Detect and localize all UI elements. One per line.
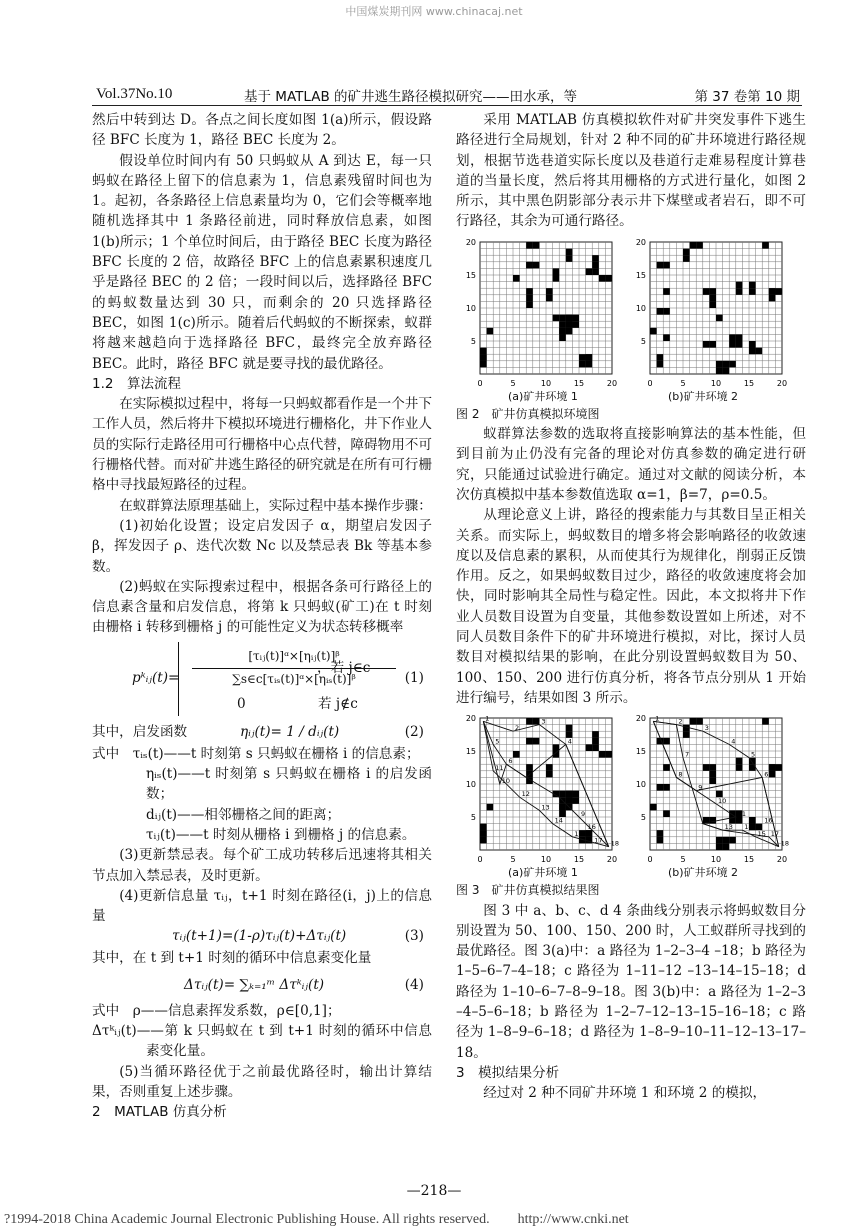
header-issue: 第 37 卷第 10 期: [694, 89, 800, 105]
obstacle-cell: [729, 341, 736, 348]
obstacle-cell: [663, 764, 670, 771]
obstacle-cell: [559, 328, 566, 335]
paragraph: 蚁群算法参数的选取将直接影响算法的基本性能，但到目前为止仍没有完备的理论对仿真参数的确定进行研究，只能通过试验进行确定。通过对文献的阅读分析，本次仿真模拟中基本参数值选取 α=1，β=7，ρ=0.5。: [456, 426, 806, 503]
obstacle-cell: [559, 804, 566, 811]
node-label: 3: [541, 717, 546, 726]
equation-3: [92, 926, 432, 948]
obstacle-cell: [683, 248, 690, 255]
obstacle-cell: [696, 242, 703, 249]
node-label: 11: [737, 810, 747, 819]
header-title: 基于 MATLAB 的矿井逃生路径模拟研究——田水承，等: [244, 89, 577, 105]
node-label: 12: [521, 790, 530, 799]
obstacle-cell: [513, 275, 520, 282]
x-tick-label: 5: [510, 378, 516, 386]
node-label: 7: [528, 770, 533, 779]
x-tick-label: 10: [710, 855, 722, 863]
obstacle-cell: [546, 288, 553, 295]
obstacle-cell: [599, 275, 606, 282]
y-tick-label: 20: [635, 714, 646, 724]
obstacle-cell: [480, 830, 487, 837]
obstacle-cell: [716, 367, 723, 374]
fig2-grid-env2: [628, 236, 798, 386]
x-tick-label: 20: [606, 855, 618, 863]
step-1: (1)初始化设置；设定启发因子 α，期望启发因子 β，挥发因子 ρ、迭代次数 Nc 以及禁忌表 Bk 等基本参数。: [92, 517, 432, 575]
eq2-lead: 其中，启发函数: [92, 723, 188, 740]
node-label: 11: [495, 764, 504, 773]
y-tick-label: 10: [635, 303, 646, 313]
y-tick-label: 10: [465, 303, 476, 313]
node-label: 13: [541, 803, 550, 812]
step-2: (2)蚂蚁在实际搜索过程中，根据各条可行路径上的信息素含量和启发信息，将第 k 只蚂蚁(矿工)在 t 时刻由栅格 i 转移到栅格 j 的可能性定义为状态转移概率: [92, 578, 432, 636]
obstacle-cell: [690, 242, 697, 249]
obstacle-cell: [559, 314, 566, 321]
obstacle-cell: [533, 738, 540, 745]
y-tick-label: 20: [465, 714, 476, 724]
y-tick-label: 10: [635, 780, 646, 790]
y-tick-label: 15: [465, 270, 476, 280]
paragraph: 在实际模拟过程中，将每一只蚂蚁都看作是一个井下工作人员，然后将井下模拟环境进行栅格化，井下作业人员的实际行走路径用可行栅格中心点代替，障碍物用不可行栅格代替。而对矿井逃生路径的研究就是在所有可行栅格中寻找最短路径的过程。: [92, 396, 432, 494]
obstacle-cell: [592, 731, 599, 738]
y-tick-label: 5: [470, 813, 476, 823]
obstacle-cell: [586, 745, 593, 752]
definition: 式中 ρ——信息素挥发系数，ρ∈[0,1]；: [92, 1002, 341, 1019]
obstacle-cell: [769, 295, 776, 302]
eq3-body: τᵢⱼ(t+1)=(1-ρ)τᵢⱼ(t)+Δτᵢⱼ(t): [172, 928, 347, 945]
obstacle-cell: [526, 262, 533, 269]
equation-1: [92, 640, 432, 720]
fig2-subcaption-a: (a)矿井环境 1: [508, 389, 578, 403]
obstacle-cell: [553, 314, 560, 321]
obstacle-cell: [526, 301, 533, 308]
obstacle-cell: [709, 778, 716, 785]
node-label: 18: [780, 839, 789, 848]
obstacle-cell: [559, 321, 566, 328]
figure-3: [456, 708, 806, 880]
header-volume: Vol.37No.10: [96, 86, 173, 102]
node-label: 2: [678, 717, 683, 726]
node-label: 6: [508, 757, 513, 766]
node-label: 17: [594, 836, 603, 845]
obstacle-cell: [566, 255, 573, 262]
definition: ηᵢₛ(t)——t 时刻第 s 只蚂蚁在栅格 i 的启发函数；: [146, 766, 432, 803]
x-tick-label: 15: [573, 378, 585, 386]
fig2-grid-env1: [458, 236, 628, 386]
node-label: 8: [561, 790, 566, 799]
obstacle-cell: [716, 837, 723, 844]
x-tick-label: 20: [776, 378, 788, 386]
obstacle-cell: [592, 745, 599, 752]
fig3-subcaption-a: (a)矿井环境 1: [508, 866, 578, 880]
node-label: 5: [495, 737, 500, 746]
equation-4: [92, 969, 432, 1001]
obstacle-cell: [716, 314, 723, 321]
node-label: 13: [724, 823, 733, 832]
paragraph: 然后中转到达 D。各点之间长度如图 1(a)所示，假设路径 BFC 长度为 1，路径 BEC 长度为 2。: [92, 112, 432, 149]
obstacle-cell: [650, 328, 657, 335]
obstacle-cell: [762, 242, 769, 249]
page-number: —218—: [406, 1183, 462, 1199]
x-tick-label: 10: [540, 378, 552, 386]
obstacle-cell: [650, 804, 657, 811]
obstacle-cell: [657, 830, 664, 837]
obstacle-cell: [487, 328, 494, 335]
y-tick-label: 20: [465, 237, 476, 247]
node-label: 7: [685, 750, 690, 759]
obstacle-cell: [480, 361, 487, 368]
definition: τᵢⱼ(t)——t 时刻从栅格 i 到栅格 j 的信息素。: [146, 826, 416, 843]
obstacle-cell: [579, 354, 586, 361]
node-label: 17: [770, 830, 780, 839]
y-tick-label: 10: [465, 780, 476, 790]
obstacle-cell: [736, 341, 743, 348]
obstacle-cell: [709, 764, 716, 771]
x-tick-label: 20: [606, 378, 618, 386]
watermark: 中国煤炭期刊网 www.chinacaj.net: [345, 5, 523, 18]
obstacle-cell: [749, 764, 756, 771]
node-label: 9: [581, 810, 586, 819]
node-label: 1: [485, 714, 490, 723]
obstacle-cell: [657, 354, 664, 361]
eq1-zero: 0: [237, 695, 246, 712]
x-tick-label: 0: [477, 855, 483, 863]
paragraph: 从理论意义上讲，路径的搜索能力与其数目呈正相关关系。而实际上，蚂蚁数目的增多将会影响路径的收敛速度以及信息素的累积，从而使其行为规律化，削弱正反馈作用。反之，如果蚂蚁数目过少，路径的收敛速度将会加快，同时影响其全局性与稳定性。因此，本文拟将井下作业人员数目设置为自变量，其他参数设置如上所述，对不同人员数目条件下的矿井环境进行模拟，对比，探讨人员数目对模拟结果的影响，在此分别设置蚂蚁数目为 50、100、150、200 进行仿真分析，将各节点分别从 1 开始进行编号，结果如图 3 所示。: [456, 507, 806, 706]
obstacle-cell: [716, 844, 723, 851]
section-heading-1-2: 1.2 算法流程: [92, 375, 181, 392]
node-label: 15: [757, 830, 766, 839]
x-tick-label: 15: [743, 855, 755, 863]
obstacle-cell: [526, 288, 533, 295]
obstacle-cell: [487, 804, 494, 811]
section-heading-2: 2 MATLAB 仿真分析: [92, 1104, 227, 1121]
obstacle-cell: [586, 837, 593, 844]
obstacle-cell: [553, 275, 560, 282]
obstacle-cell: [762, 718, 769, 725]
x-tick-label: 15: [573, 855, 585, 863]
obstacle-cell: [729, 334, 736, 341]
obstacle-cell: [566, 797, 573, 804]
obstacle-cell: [605, 751, 612, 758]
node-label: 16: [764, 816, 773, 825]
x-tick-label: 5: [510, 855, 516, 863]
node-label: 6: [764, 770, 769, 779]
obstacle-cell: [775, 288, 782, 295]
node-label: 18: [610, 839, 619, 848]
node-label: 14: [744, 823, 753, 832]
paragraph: 经过对 2 种不同矿井环境 1 和环境 2 的模拟，: [483, 1085, 767, 1102]
obstacle-cell: [605, 275, 612, 282]
obstacle-cell: [657, 308, 664, 315]
obstacle-cell: [526, 242, 533, 249]
eq1-lhs: pᵏᵢⱼ(t)=: [132, 669, 180, 686]
obstacle-cell: [533, 242, 540, 249]
obstacle-cell: [736, 764, 743, 771]
obstacle-cell: [749, 288, 756, 295]
node-label: 10: [718, 797, 727, 806]
y-tick-label: 15: [635, 747, 646, 757]
obstacle-cell: [709, 341, 716, 348]
obstacle-cell: [586, 361, 593, 368]
node-label: 9: [698, 783, 703, 792]
obstacle-cell: [592, 255, 599, 262]
left-column: [92, 110, 432, 1122]
obstacle-cell: [592, 268, 599, 275]
x-tick-label: 5: [680, 855, 686, 863]
obstacle-cell: [663, 262, 670, 269]
obstacle-cell: [572, 797, 579, 804]
obstacle-cell: [769, 764, 776, 771]
running-header: [92, 84, 802, 106]
y-tick-label: 20: [635, 237, 646, 247]
obstacle-cell: [683, 731, 690, 738]
obstacle-cell: [769, 288, 776, 295]
obstacle-cell: [663, 334, 670, 341]
fig2-subcaption-b: (b)矿井环境 2: [668, 389, 739, 403]
obstacle-cell: [566, 248, 573, 255]
obstacle-cell: [579, 361, 586, 368]
obstacle-cell: [480, 347, 487, 354]
fig2-caption: 图 2 矿井仿真模拟环境图: [456, 406, 600, 421]
paragraph: 假设单位时间内有 50 只蚂蚁从 A 到达 E，每一只蚂蚁在路径上留下的信息素为 1，信息素残留时间也为 1。起初，各条路径上信息素量均为 0，它们会等概率地随机选择其中 1 条路径前进，同时释放信息素，如图 1(b)所示；1 个单位时间后，由于路径 BEC 长度为路径 BFC 长度的 2 倍，故路径 BFC 上的信息素累积速度几乎是路径 BEC 的 2 倍；一段时间以后，选择路径 BFC 的蚂蚁数量达到 30 只，而剩余的 20 只选择路径 BEC，如图 1(c)所示。随着后代蚂蚁的不断探索，蚁群将越来越趋向于选择路径 BFC，最终完全放弃路径 BEC。此时，路径 BFC 就是要寻找的最优路径。: [92, 152, 432, 372]
x-tick-label: 0: [477, 378, 483, 386]
obstacle-cell: [657, 837, 664, 844]
fig3-caption: 图 3 矿井仿真模拟结果图: [456, 883, 600, 898]
obstacle-cell: [586, 354, 593, 361]
x-tick-label: 0: [647, 378, 653, 386]
equation-2: [92, 722, 432, 744]
fig3-result-env2: [628, 712, 798, 862]
paragraph: 在蚁群算法原理基础上，实际过程中基本操作步骤：: [119, 497, 432, 514]
eq1-number: (1): [404, 669, 424, 686]
obstacle-cell: [703, 764, 710, 771]
node-label: 5: [751, 750, 756, 759]
obstacle-cell: [480, 837, 487, 844]
y-tick-label: 5: [640, 813, 646, 823]
paragraph: 采用 MATLAB 仿真模拟软件对矿井突发事件下逃生路径进行全局规划，针对 2 种不同的矿井环境进行路径规划，根据节选巷道实际长度以及巷道行走难易程度计算巷道的当量长度，然后将其用栅格的方式进行量化，如图 2 所示，其中黑色阴影部分表示井下煤壁或者岩石，即不可行路径，其余为可通行路径。: [456, 112, 806, 230]
obstacle-cell: [553, 268, 560, 275]
obstacle-cell: [663, 308, 670, 315]
node-label: 3: [704, 724, 709, 733]
node-label: 4: [731, 737, 736, 746]
obstacle-cell: [533, 262, 540, 269]
obstacle-cell: [709, 771, 716, 778]
y-tick-label: 15: [465, 747, 476, 757]
fig3-result-env1: [458, 712, 628, 862]
obstacle-cell: [566, 791, 573, 798]
node-label: 1: [655, 714, 660, 723]
x-tick-label: 20: [776, 855, 788, 863]
obstacle-cell: [723, 361, 730, 368]
obstacle-cell: [566, 314, 573, 321]
eq1-condition-1: ，若 j∈c: [317, 659, 371, 676]
eq4-number: (4): [404, 976, 424, 993]
obstacle-cell: [736, 334, 743, 341]
eq1-brace: [178, 642, 186, 716]
obstacle-cell: [663, 738, 670, 745]
obstacle-cell: [566, 725, 573, 732]
eq4-body: Δτᵢⱼ(t)= ∑ₖ₌₁ᵐ Δτᵏᵢⱼ(t): [184, 976, 325, 993]
obstacle-cell: [599, 751, 606, 758]
obstacle-cell: [592, 262, 599, 269]
obstacle-cell: [526, 295, 533, 302]
y-tick-label: 15: [635, 270, 646, 280]
eq3-number: (3): [404, 928, 424, 945]
section-heading-3: 3 模拟结果分析: [456, 1064, 560, 1081]
obstacle-cell: [749, 341, 756, 348]
node-label: 16: [587, 823, 596, 832]
obstacle-cell: [696, 718, 703, 725]
obstacle-cell: [566, 328, 573, 335]
obstacle-cell: [769, 771, 776, 778]
obstacle-cell: [736, 281, 743, 288]
obstacle-cell: [709, 301, 716, 308]
definition: Δτᵏᵢⱼ(t)——第 k 只蚂蚁在 t 到 t+1 时刻的循环中信息素变化量。: [92, 1022, 432, 1060]
obstacle-cell: [709, 295, 716, 302]
fig3-subcaption-b: (b)矿井环境 2: [668, 866, 739, 880]
definition: 式中 τᵢₛ(t)——t 时刻第 s 只蚂蚁在栅格 i 的信息素；: [92, 745, 420, 762]
y-tick-label: 5: [470, 336, 476, 346]
paragraph: 其中，在 t 到 t+1 时刻的循环中信息素变化量: [92, 950, 372, 967]
node-label: 10: [501, 777, 511, 786]
x-tick-label: 10: [540, 855, 552, 863]
obstacle-cell: [736, 758, 743, 765]
obstacle-cell: [683, 255, 690, 262]
step-4: (4)更新信息量 τᵢⱼ，t+1 时刻在路径(i，j)上的信息量: [92, 887, 432, 925]
figure-2: [456, 232, 806, 404]
obstacle-cell: [657, 262, 664, 269]
obstacle-cell: [756, 347, 763, 354]
obstacle-cell: [546, 764, 553, 771]
definition: dᵢⱼ(t)——相邻栅格之间的距离；: [146, 806, 341, 823]
obstacle-cell: [592, 738, 599, 745]
x-tick-label: 10: [710, 378, 722, 386]
eq1-condition-2: 若 j∉c: [318, 695, 358, 712]
obstacle-cell: [533, 718, 540, 725]
obstacle-cell: [546, 771, 553, 778]
right-column: [456, 110, 806, 1104]
obstacle-cell: [663, 288, 670, 295]
obstacle-cell: [572, 791, 579, 798]
obstacle-cell: [703, 288, 710, 295]
obstacle-cell: [723, 844, 730, 851]
copyright-line: ?1994-2018 China Academic Journal Electronic Publishing House. All rights reserved. http://www.cnki.net: [4, 1212, 629, 1227]
obstacle-cell: [716, 361, 723, 368]
obstacle-cell: [526, 718, 533, 725]
obstacle-cell: [749, 347, 756, 354]
x-tick-label: 15: [743, 378, 755, 386]
x-tick-label: 5: [680, 378, 686, 386]
obstacle-cell: [663, 784, 670, 791]
obstacle-cell: [663, 811, 670, 818]
eq2-number: (2): [404, 723, 424, 740]
obstacle-cell: [553, 745, 560, 752]
obstacle-cell: [566, 321, 573, 328]
obstacle-cell: [775, 764, 782, 771]
node-label: 15: [574, 830, 583, 839]
obstacle-cell: [736, 288, 743, 295]
eq1-denominator: ∑s∈c[τᵢₛ(t)]ᵅ×[ηᵢₛ(t)]ᵝ: [232, 672, 356, 687]
obstacle-cell: [546, 295, 553, 302]
obstacle-cell: [723, 367, 730, 374]
node-label: 8: [678, 770, 683, 779]
node-label: 2: [515, 724, 520, 733]
obstacle-cell: [709, 288, 716, 295]
paragraph: 图 3 中 a、b、c、d 4 条曲线分别表示将蚂蚁数目分别设置为 50、100、150、200 时，人工蚁群所寻找到的最优路径。图 3(a)中：a 路径为 1–2–3–4 –18；b 路径为 1–5–6–7–4–18；c 路径为 1–11–12 –13–14–15–18；d 路径为 1–10–6–7–8–9–18。图 3(b)中：a 路径为 1–2–3 –4–5–6–18；b 路径为 1–2–7–12–13–15–16–18；c 路径为 1–8–9–6–18；d 路径为 1–8–9–10–11–12–13–17–18。: [456, 902, 806, 1061]
step-3: (3)更新禁忌表。每个矿工成功转移后迅速将其相关节点加入禁忌表，及时更新。: [92, 847, 432, 884]
obstacle-cell: [703, 341, 710, 348]
node-label: 4: [567, 737, 572, 746]
step-5: (5)当循环路径优于之前最优路径时，输出计算结果，否则重复上述步骤。: [92, 1063, 432, 1100]
obstacle-cell: [690, 718, 697, 725]
obstacle-cell: [513, 751, 520, 758]
eq1-numerator: [τᵢⱼ(t)]ᵅ×[ηᵢⱼ(t)]ᵝ: [192, 646, 396, 669]
node-label: 14: [554, 816, 563, 825]
obstacle-cell: [657, 361, 664, 368]
obstacle-cell: [723, 837, 730, 844]
obstacle-cell: [729, 361, 736, 368]
y-tick-label: 5: [640, 336, 646, 346]
obstacle-cell: [480, 824, 487, 831]
x-tick-label: 0: [647, 855, 653, 863]
obstacle-cell: [586, 268, 593, 275]
obstacle-cell: [657, 784, 664, 791]
eq2-body: ηᵢⱼ(t)= 1 / dᵢⱼ(t): [240, 723, 340, 740]
obstacle-cell: [480, 354, 487, 361]
obstacle-cell: [749, 281, 756, 288]
obstacle-cell: [526, 738, 533, 745]
obstacle-cell: [572, 314, 579, 321]
obstacle-cell: [572, 321, 579, 328]
obstacle-cell: [729, 837, 736, 844]
obstacle-cell: [559, 334, 566, 341]
node-label: 12: [704, 816, 714, 825]
